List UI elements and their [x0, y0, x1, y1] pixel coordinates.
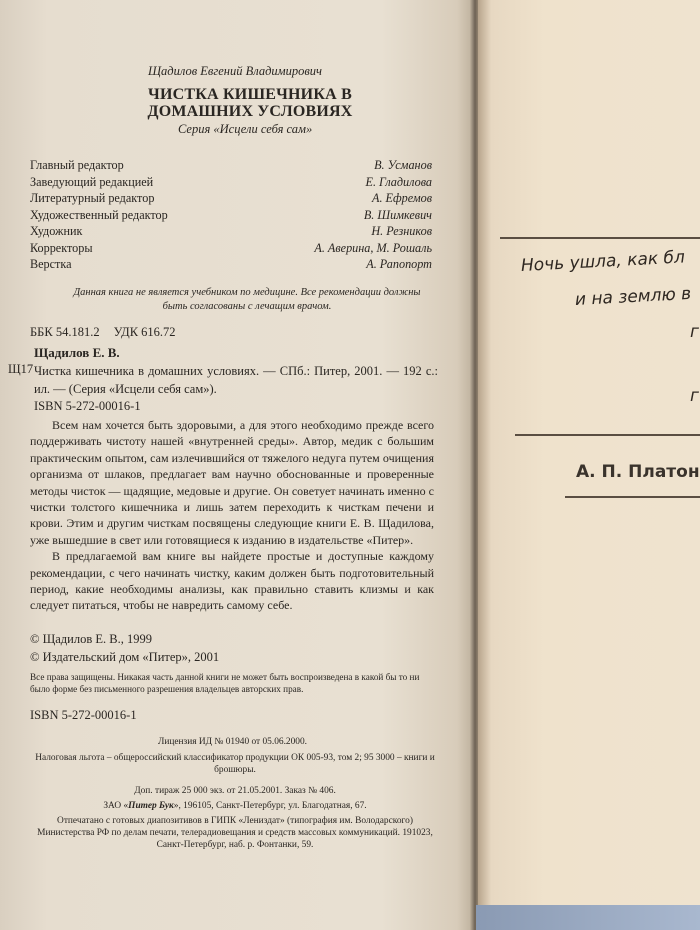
credit-row [30, 174, 432, 191]
epigraph-author: А. П. Платон [576, 462, 700, 482]
classification-codes [30, 325, 190, 340]
license-line: Лицензия ИД № 01940 от 05.06.2000. [157, 737, 308, 747]
background-surface [476, 905, 700, 930]
bibliographic-record: Чистка кишечника в домашних условиях. — СПб.: Питер, 2001. — 192 с.: ил. — (Серия «Исцели себя сам»). [34, 364, 438, 396]
credit-row [30, 157, 432, 174]
medical-notice: Данная книга не является учебником по медицине. Все рекомендации должны быть согласованы с лечащим врачом. [73, 287, 421, 312]
tax-line: Налоговая льгота – общероссийский классификатор продукции ОК 005-93, том 2; 95 3000 – книги и брошюры. [35, 753, 435, 775]
copyright-author: © Щадилов Е. В., 1999 [30, 632, 152, 646]
credit-row [30, 190, 432, 207]
rights-notice: Все права защищены. Никакая часть данной книги не может быть воспроизведена в какой бы то ни было форме без письменного разрешения владельцев авторских прав. [30, 672, 420, 694]
annotation-paragraph: В предлагаемой вам книге вы найдете простые и доступные каждому рекомендации, с чего начинать чистку, каким должен быть подготовительный период, какие необходимы анализы, как правильно ставить клизмы и как следует питаться, чтобы не навредить самому себе. [30, 549, 434, 613]
credit-role: Верстка [30, 257, 72, 271]
isbn-top: ISBN 5-272-00016-1 [34, 399, 141, 413]
publisher-address: », 196105, Санкт-Петербург, ул. Благодатная, 67. [173, 801, 367, 811]
author-code: Щ17 [8, 362, 34, 376]
credit-role: Корректоры [30, 240, 93, 255]
book-title: ЧИСТКА КИШЕЧНИКА В ДОМАШНИХ УСЛОВИЯХ [147, 86, 353, 120]
credit-name: Н. Резников [371, 224, 432, 238]
credit-role: Заведующий редакцией [30, 174, 154, 189]
print-run-line: Доп. тираж 25 000 экз. от 21.05.2001. Заказ № 406. [134, 786, 336, 796]
annotation-paragraph: Всем нам хочется быть здоровыми, а для этого необходимо прежде всего поддерживать чистоту нашей «внутренней среды». Автор, медик с большим практическим опытом, сам излечившийся от тяжелого недуга путем очищения организма от шлаков, предлагает вам научно обоснованные и проверенные методы чисток — щадящие, медовые и другие. Он советует начинать именно с чистки толстого кишечника и лишь затем переходить к чисткам печени и крови. Этим и другим чисткам посвящены следующие книги Е. В. Щадилова, уже вышедшие в свет или готовящиеся к изданию в издательстве «Питер». [30, 418, 434, 547]
catalog-author: Щадилов Е. В. [34, 345, 120, 360]
credit-row [30, 240, 432, 257]
isbn-bottom: ISBN 5-272-00016-1 [30, 708, 137, 722]
publisher-prefix: ЗАО « [103, 801, 129, 811]
epigraph-fragment: г [690, 386, 699, 406]
publisher-name: Питер Бук [128, 801, 174, 811]
copyright-publisher: © Издательский дом «Питер», 2001 [30, 650, 220, 664]
credit-name: В. Шимкевич [363, 207, 432, 222]
credit-role: Главный редактор [30, 158, 124, 172]
udk-code: УДК 616.72 [113, 325, 176, 339]
credit-name: А. Ефремов [372, 191, 432, 205]
credit-name: А. Рапопорт [366, 257, 432, 271]
epigraph-fragment: г [690, 322, 699, 342]
credit-role: Художник [30, 224, 83, 238]
epigraph-top-rule [500, 237, 700, 239]
credit-name: В. Усманов [374, 158, 432, 172]
epigraph-bottom-rule [515, 434, 700, 436]
series-line: Серия «Исцели себя сам» [178, 122, 313, 136]
credits-list [30, 157, 432, 273]
credit-role: Художественный редактор [30, 207, 168, 222]
bbk-code: ББК 54.181.2 [30, 325, 100, 339]
epigraph-line: и на землю в [574, 283, 692, 310]
printer-line: Отпечатано с готовых диапозитивов в ГИПК «Лениздат» (типография им. Володарского) Министерства РФ по делам печати, телерадиовещания и средств массовых коммуникаций. 191023, Санкт-Петербург, наб. р. Фонтанки, 59. [37, 816, 433, 850]
author-header: Щадилов Евгений Владимирович [148, 64, 323, 78]
author-rule [565, 496, 700, 498]
publisher-line [30, 800, 440, 812]
credit-row [30, 256, 432, 273]
annotation [30, 417, 434, 614]
credit-name: А. Аверина, М. Рошаль [314, 240, 432, 255]
credit-row [30, 223, 432, 240]
credit-row [30, 207, 432, 224]
epigraph-line: Ночь ушла, как бл [520, 247, 686, 276]
credit-role: Литературный редактор [30, 191, 155, 205]
credit-name: Е. Гладилова [365, 174, 432, 189]
